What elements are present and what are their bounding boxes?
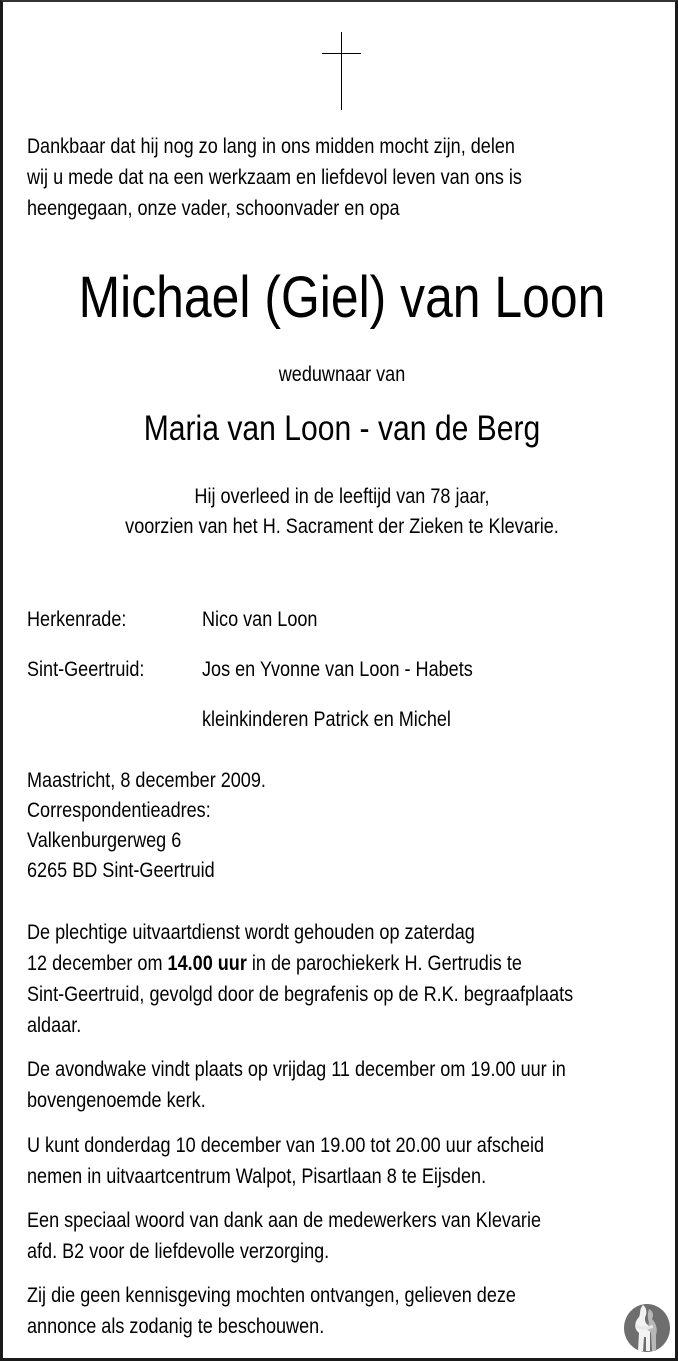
family-place: Herkenrade:	[27, 608, 127, 631]
family-names: kleinkinderen Patrick en Michel	[202, 708, 451, 731]
embracing-figures-logo-icon	[623, 1303, 671, 1353]
family-place: Sint-Geertruid:	[27, 658, 145, 681]
farewell-line-2: nemen in uitvaartcentrum Walpot, Pisartlaan 8 te Eijsden.	[27, 1165, 487, 1188]
thanks-line-1: Een speciaal woord van dank aan de medewerkers van Klevarie	[27, 1209, 542, 1232]
intro-line-3: heengegaan, onze vader, schoonvader en opa	[27, 197, 400, 220]
funeral-date-text: 12 december om	[27, 952, 168, 975]
age-line-2: voorzien van het H. Sacrament der Zieken te Klevarie.	[125, 515, 559, 538]
vigil-line-2: bovengenoemde kerk.	[27, 1089, 206, 1112]
funeral-line-2	[27, 948, 522, 979]
cross-vertical-bar	[341, 32, 342, 110]
funeral-time: 14.00 uur	[167, 952, 247, 975]
closing-line-2: annonce als zodanig te beschouwen.	[27, 1315, 325, 1338]
intro-line-2: wij u mede dat na een werkzaam en liefdevol leven van ons is	[27, 166, 522, 189]
place-date: Maastricht, 8 december 2009.	[27, 769, 266, 792]
vigil-line-1: De avondwake vindt plaats op vrijdag 11 december om 19.00 uur in	[27, 1058, 566, 1081]
address-postcode-city: 6265 BD Sint-Geertruid	[27, 859, 215, 882]
family-names: Nico van Loon	[202, 608, 318, 631]
closing-line-1: Zij die geen kennisgeving mochten ontvangen, gelieven deze	[27, 1284, 516, 1307]
spouse-name: Maria van Loon - van de Berg	[143, 409, 541, 448]
funeral-line-1: De plechtige uitvaartdienst wordt gehouden op zaterdag	[27, 921, 475, 944]
thanks-line-2: afd. B2 voor de liefdevolle verzorging.	[27, 1240, 330, 1263]
deceased-name: Michael (Giel) van Loon	[78, 265, 606, 330]
cross-horizontal-bar	[322, 53, 361, 54]
farewell-line-1: U kunt donderdag 10 december van 19.00 tot 20.00 uur afscheid	[27, 1134, 545, 1157]
address-label: Correspondentieadres:	[27, 799, 211, 822]
age-line-1: Hij overleed in de leeftijd van 78 jaar,	[194, 485, 490, 508]
family-names: Jos en Yvonne van Loon - Habets	[202, 658, 473, 681]
widower-label: weduwnaar van	[278, 363, 406, 386]
funeral-church-text: in de parochiekerk H. Gertrudis te	[246, 952, 522, 975]
funeral-line-3: Sint-Geertruid, gevolgd door de begrafenis op de R.K. begraafplaats	[27, 983, 574, 1006]
intro-line-1: Dankbaar dat hij nog zo lang in ons midden mocht zijn, delen	[27, 135, 515, 158]
funeral-line-4: aldaar.	[27, 1014, 82, 1037]
address-street: Valkenburgerweg 6	[27, 829, 182, 852]
